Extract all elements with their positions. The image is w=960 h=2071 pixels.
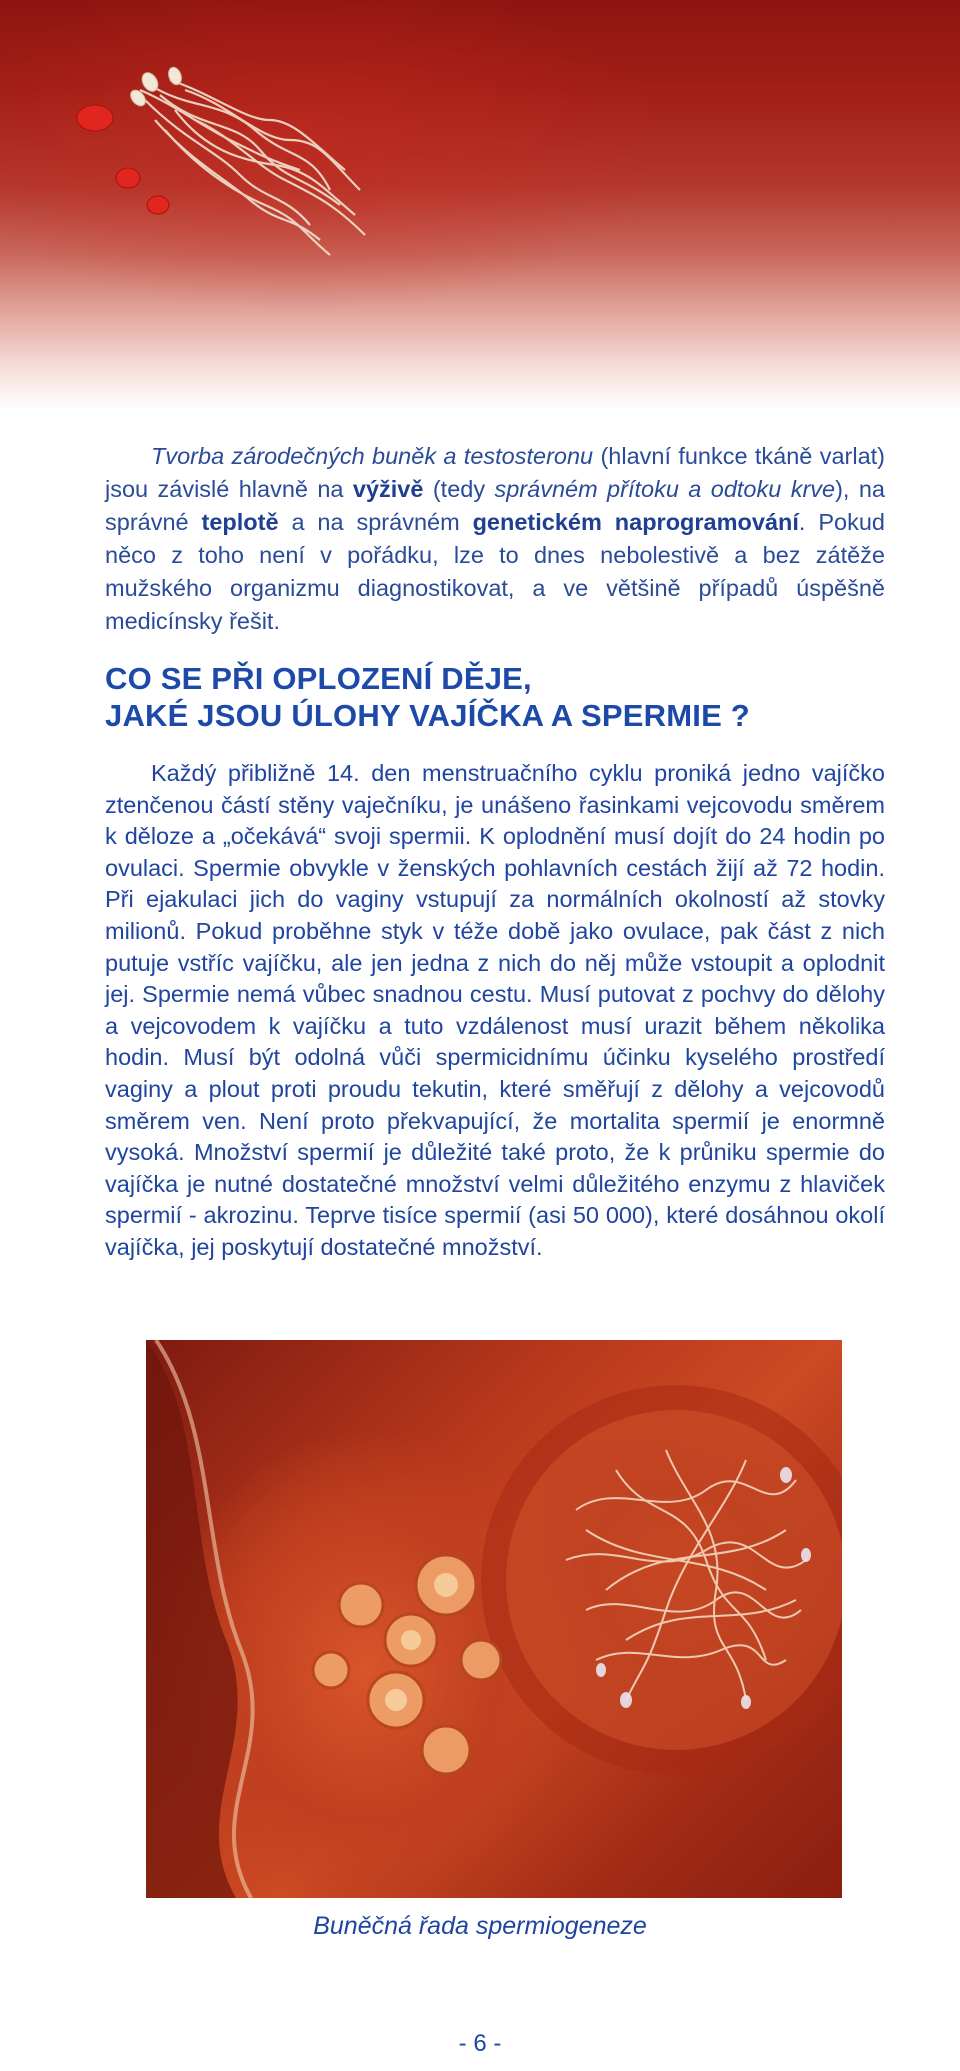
body-paragraph: Každý přibližně 14. den menstruačního cyklu proniká jedno vajíčko ztenčenou částí stěny vaječníku, je unášeno řasinkami vejcovodu směrem k děloze a „očekává“ svoji spermii. K oplodnění musí dojít do 24 hodin po ovulaci. Spermie obvykle v ženských pohlavních cestách žijí až 72 hodin. Při ejakulaci jich do vaginy vstupují za normálních okolností až stovky milionů. Pokud proběhne styk v téže době jako ovulace, pak část z nich putuje vstříc vajíčku, ale jen jedna z nich do něj může vstoupit a oplodnit jej. Spermie nemá vůbec snadnou cestu. Musí putovat z pochvy do dělohy a vejcovodem k vajíčku a tuto vzdálenost musí urazit během několika hodin. Musí být odolná vůči spermicidnímu účinku kyselého prostředí vaginy a plout proti proudu tekutin, které směřují z dělohy a vejcovodů směrem ven. Není proto překvapující, že mortalita spermií je enormně vysoká. Množství spermií je důležité také proto, že k průniku spermie do vajíčka je nutné dostatečné množství velmi důležitého enzymu z hlaviček spermií - akrozinu. Teprve tisíce spermií (asi 50 000), které dosáhnou okolí vajíčka, jej poskytují dostatečné množství.	[105, 760, 885, 1260]
intro-text-4: a na správném	[278, 509, 473, 535]
intro-bold-vyzive: výživě	[352, 476, 424, 502]
section-heading	[105, 660, 885, 734]
intro-text-2: (tedy	[423, 476, 495, 502]
figure-caption: Buněčná řada spermiogeneze	[313, 1912, 647, 1940]
spermiogenesis-illustration	[146, 1340, 842, 1898]
section-heading-line-2: JAKÉ JSOU ÚLOHY VAJÍČKA A SPERMIE ?	[105, 698, 750, 733]
intro-italic-pritok: správném přítoku a odtoku krve	[494, 476, 836, 502]
intro-text-1: (hlavní funkce tkáně varlat) jsou závislé hlavně na	[105, 443, 885, 502]
header-sperm-image	[0, 0, 960, 410]
intro-bold-teplote: teplotě	[201, 509, 279, 535]
section-heading-line-1: CO SE PŘI OPLOZENÍ DĚJE,	[105, 661, 532, 696]
intro-italic-lead: Tvorba zárodečných buněk a testosteronu	[151, 443, 594, 469]
intro-bold-geneticke: genetickém naprogramování	[472, 509, 799, 535]
intro-text-3: ), na správné	[105, 476, 885, 535]
spermiogenesis-image	[146, 1340, 842, 1898]
intro-text-5: . Pokud něco z toho není v pořádku, lze to dnes nebolestivě a bez zátěže mužského organizmu diagnostikovat, a ve většině případů úspěšně medicínsky řešit.	[105, 509, 885, 634]
page-number: - 6 -	[458, 2030, 502, 2057]
sperm-illustration	[0, 0, 960, 410]
intro-paragraph	[105, 440, 885, 638]
main-content	[105, 440, 885, 1264]
